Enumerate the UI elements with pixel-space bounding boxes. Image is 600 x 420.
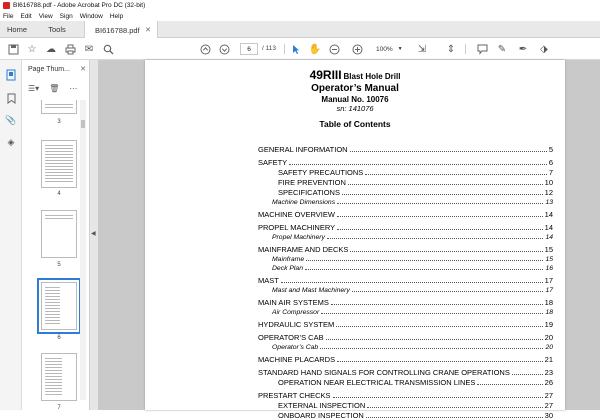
toc-entry-page: 20 bbox=[545, 344, 553, 351]
toc-leader-dots bbox=[348, 184, 543, 185]
toc-entry[interactable] bbox=[258, 275, 553, 285]
toc-entry-page: 20 bbox=[544, 333, 553, 342]
page-thumbnail[interactable] bbox=[41, 353, 77, 401]
toc-entry[interactable] bbox=[258, 319, 553, 329]
toc-entry-label: OPERATION NEAR ELECTRICAL TRANSMISSION LINES bbox=[278, 378, 476, 387]
model-description: Blast Hole Drill bbox=[343, 72, 401, 81]
toc-entry-page: 7 bbox=[548, 168, 553, 177]
toc-entry[interactable] bbox=[258, 157, 553, 167]
toc-entry-page: 15 bbox=[544, 245, 553, 254]
attachments-icon[interactable]: 📎 bbox=[5, 114, 17, 125]
toc-entry[interactable] bbox=[258, 332, 553, 342]
toc-entry-page: 18 bbox=[545, 309, 553, 316]
toc-title: Table of Contents bbox=[319, 119, 391, 129]
next-page-icon[interactable] bbox=[218, 43, 230, 55]
toc-leader-dots bbox=[352, 291, 544, 292]
model-number: 49RIII bbox=[309, 68, 342, 82]
toc-entry-label: OPERATOR’S CAB bbox=[258, 333, 324, 342]
page-thumbnail-selected[interactable] bbox=[41, 282, 77, 330]
page-thumbnail-number: 7 bbox=[57, 405, 61, 411]
toc-entry-label: STANDARD HAND SIGNALS FOR CONTROLLING CRANE OPERATIONS bbox=[258, 368, 510, 377]
tab-bar bbox=[0, 21, 600, 38]
previous-page-icon[interactable] bbox=[199, 43, 211, 55]
sign-icon[interactable]: ✒ bbox=[518, 43, 528, 55]
menu-sign[interactable]: Sign bbox=[59, 12, 73, 20]
toc-leader-dots bbox=[350, 151, 547, 152]
toc-entry-label: Machine Dimensions bbox=[272, 199, 336, 206]
layers-icon[interactable]: ◈ bbox=[7, 136, 15, 147]
toc-entry-page: 23 bbox=[544, 368, 553, 377]
page-thumbnail-number: 5 bbox=[57, 262, 61, 268]
toc-entry[interactable] bbox=[258, 144, 553, 154]
toc-entry[interactable] bbox=[258, 167, 553, 177]
toc-leader-dots bbox=[326, 339, 543, 340]
toc-entry-label: ONBOARD INSPECTION bbox=[278, 411, 364, 420]
toc-entry[interactable] bbox=[258, 244, 553, 254]
toolbar bbox=[0, 38, 600, 60]
email-icon[interactable]: ✉ bbox=[84, 43, 94, 55]
page-thumbnails-icon[interactable] bbox=[5, 69, 17, 81]
toc-entry[interactable] bbox=[258, 197, 553, 206]
toc-leader-dots bbox=[281, 282, 543, 283]
tab-tools[interactable]: Tools bbox=[48, 25, 66, 34]
toc-leader-dots bbox=[365, 174, 547, 175]
tab-document[interactable] bbox=[84, 21, 158, 39]
toc-entry[interactable] bbox=[258, 377, 553, 387]
page-total: / 113 bbox=[262, 45, 276, 52]
thumbnails-panel-title: Page Thum... bbox=[28, 65, 70, 73]
toc-leader-dots bbox=[337, 229, 543, 230]
page-thumbnail-number: 6 bbox=[57, 335, 61, 341]
toc-leader-dots bbox=[336, 326, 542, 327]
toc-entry[interactable] bbox=[258, 354, 553, 364]
toc-entry-page: 12 bbox=[544, 188, 553, 197]
bookmarks-icon[interactable] bbox=[5, 92, 17, 104]
toc-leader-dots bbox=[321, 313, 543, 314]
hand-tool-icon[interactable]: ✋ bbox=[308, 43, 322, 55]
toc-leader-dots bbox=[366, 417, 543, 418]
toc-entry-label: Mainframe bbox=[272, 256, 305, 263]
toc-leader-dots bbox=[289, 164, 547, 165]
toc-entry-page: 26 bbox=[544, 378, 553, 387]
toc-entry[interactable] bbox=[258, 342, 553, 351]
toc-entry-page: 18 bbox=[544, 298, 553, 307]
close-panel-icon[interactable]: ✕ bbox=[80, 66, 86, 73]
toc-leader-dots bbox=[337, 361, 543, 362]
toc-entry-page: 17 bbox=[544, 276, 553, 285]
delete-page-icon[interactable]: 🗑 bbox=[49, 83, 60, 93]
chevron-down-icon: ▼ bbox=[397, 46, 403, 52]
toc-leader-dots bbox=[305, 269, 543, 270]
toc-entry-label: SAFETY bbox=[258, 158, 288, 167]
toc-leader-dots bbox=[337, 216, 543, 217]
toc-leader-dots bbox=[350, 251, 542, 252]
toolbar-divider bbox=[465, 44, 466, 54]
toc-entry-label: Air Compressor bbox=[272, 309, 320, 316]
page-thumbnail-number: 4 bbox=[57, 191, 61, 197]
toc-entry-page: 16 bbox=[545, 265, 553, 272]
toc-entry-label: MAST bbox=[258, 276, 279, 285]
toc-entry-page: 27 bbox=[544, 391, 553, 400]
toc-entry-label: SPECIFICATIONS bbox=[278, 188, 340, 197]
panel-collapse-bar[interactable] bbox=[90, 60, 98, 410]
thumbnails-toolbar bbox=[22, 80, 90, 96]
toc-entry-page: 21 bbox=[544, 355, 553, 364]
toc-entry-label: Operator’s Cab bbox=[272, 344, 319, 351]
toc-entry[interactable] bbox=[258, 297, 553, 307]
zoom-in-icon[interactable] bbox=[351, 43, 363, 55]
pdf-page bbox=[145, 60, 565, 420]
toc-entry-label: Deck Plan bbox=[272, 265, 303, 272]
toc-entry-label: PRESTART CHECKS bbox=[258, 391, 331, 400]
tab-document-label: BI616788.pdf bbox=[95, 25, 140, 35]
toc-entry-label: GENERAL INFORMATION bbox=[258, 145, 348, 154]
toc-entry-page: 14 bbox=[545, 234, 553, 241]
toc-entry-label: MAINFRAME AND DECKS bbox=[258, 245, 349, 254]
menu-bar bbox=[0, 11, 600, 21]
toc-leader-dots bbox=[477, 384, 542, 385]
menu-edit[interactable]: Edit bbox=[20, 12, 32, 20]
toc-entry-page: 15 bbox=[545, 256, 553, 263]
page-thumbnail-number: 3 bbox=[57, 119, 61, 125]
toc-leader-dots bbox=[327, 238, 544, 239]
title-bar bbox=[0, 0, 600, 11]
toc-entry[interactable] bbox=[258, 390, 553, 400]
toc-entry[interactable] bbox=[258, 367, 553, 377]
window-title: BI616788.pdf - Adobe Acrobat Pro DC (32-bit) bbox=[13, 2, 146, 9]
menu-view[interactable]: View bbox=[38, 12, 53, 20]
toc-leader-dots bbox=[306, 260, 543, 261]
toc-entry[interactable] bbox=[258, 254, 553, 263]
toc-entry-label: MAIN AIR SYSTEMS bbox=[258, 298, 329, 307]
toc-entry[interactable] bbox=[258, 285, 553, 294]
tab-home[interactable]: Home bbox=[6, 25, 27, 34]
scroll-mode-icon[interactable]: ⇕ bbox=[446, 43, 456, 55]
scrollbar-thumb[interactable] bbox=[81, 120, 85, 128]
toc-entry[interactable] bbox=[258, 232, 553, 241]
toc-entry-page: 30 bbox=[544, 411, 553, 420]
thumbnails-scrollbar[interactable] bbox=[80, 100, 86, 400]
toc-entry-page: 14 bbox=[544, 223, 553, 232]
toc-entry[interactable] bbox=[258, 209, 553, 219]
page-number-input[interactable]: 6 bbox=[240, 43, 258, 55]
thumbnails-panel-header bbox=[22, 60, 90, 78]
search-icon[interactable] bbox=[102, 43, 114, 55]
toc-entry[interactable] bbox=[258, 263, 553, 272]
menu-file[interactable]: File bbox=[3, 12, 14, 20]
toc-leader-dots bbox=[342, 194, 543, 195]
toc-entry-label: MACHINE PLACARDS bbox=[258, 355, 336, 364]
more-options-icon[interactable]: ⋯ bbox=[69, 83, 78, 93]
toc-entry-page: 14 bbox=[544, 210, 553, 219]
toolbar-divider bbox=[284, 44, 285, 54]
serial-number: sn: 141076 bbox=[336, 104, 374, 113]
save-icon[interactable] bbox=[7, 43, 19, 55]
menu-window[interactable]: Window bbox=[79, 12, 103, 20]
toc-entry-label: Propel Machinery bbox=[272, 234, 325, 241]
toc-entry-label: FIRE PREVENTION bbox=[278, 178, 346, 187]
page-thumbnail[interactable] bbox=[41, 100, 77, 114]
zoom-level-value: 100% bbox=[376, 45, 393, 53]
page-thumbnail[interactable] bbox=[41, 140, 77, 188]
toc-leader-dots bbox=[320, 348, 543, 349]
bookmark-star-icon[interactable]: ☆ bbox=[27, 43, 37, 55]
toc-entry[interactable] bbox=[258, 410, 553, 420]
left-navigation-rail bbox=[0, 60, 22, 410]
close-tab-icon[interactable]: ✕ bbox=[145, 27, 151, 34]
page-thumbnails-panel bbox=[22, 60, 90, 410]
toc-leader-dots bbox=[331, 304, 543, 305]
select-cursor-icon[interactable] bbox=[290, 43, 302, 55]
thumbnail-options-icon[interactable]: ☰▾ bbox=[28, 83, 40, 93]
comment-icon[interactable] bbox=[476, 43, 488, 55]
toc-entry-page: 6 bbox=[548, 158, 553, 167]
document-model-title bbox=[145, 68, 565, 82]
toc-entry-label: EXTERNAL INSPECTION bbox=[278, 401, 366, 410]
toc-entry-page: 13 bbox=[545, 199, 553, 206]
toc-entry-page: 5 bbox=[548, 145, 553, 154]
toc-entry-page: 10 bbox=[544, 178, 553, 187]
toc-entry[interactable] bbox=[258, 222, 553, 232]
page-thumbnail[interactable] bbox=[41, 210, 77, 258]
toc-leader-dots bbox=[512, 374, 543, 375]
cloud-upload-icon[interactable]: ☁ bbox=[46, 43, 56, 55]
fit-page-icon[interactable]: ⇲ bbox=[417, 43, 427, 55]
toc-entry[interactable] bbox=[258, 400, 553, 410]
toc-entry[interactable] bbox=[258, 177, 553, 187]
toc-entry-label: HYDRAULIC SYSTEM bbox=[258, 320, 335, 329]
toc-entry-label: SAFETY PRECAUTIONS bbox=[278, 168, 364, 177]
table-of-contents bbox=[258, 144, 553, 420]
document-viewer[interactable] bbox=[98, 60, 600, 420]
toc-entry[interactable] bbox=[258, 307, 553, 316]
print-icon[interactable] bbox=[64, 43, 76, 55]
document-heading: Operator’s Manual bbox=[311, 83, 399, 94]
toc-leader-dots bbox=[337, 203, 543, 204]
toc-leader-dots bbox=[333, 397, 543, 398]
zoom-level-select[interactable] bbox=[372, 43, 402, 55]
toc-entry-label: Mast and Mast Machinery bbox=[272, 287, 350, 294]
toc-entry[interactable] bbox=[258, 187, 553, 197]
toc-entry-label: PROPEL MACHINERY bbox=[258, 223, 336, 232]
toc-entry-page: 17 bbox=[545, 287, 553, 294]
menu-help[interactable]: Help bbox=[109, 12, 124, 20]
toc-leader-dots bbox=[367, 407, 542, 408]
collapse-left-icon[interactable]: ◀ bbox=[91, 231, 96, 237]
toc-entry-page: 27 bbox=[544, 401, 553, 410]
toc-entry-page: 19 bbox=[544, 320, 553, 329]
acrobat-icon bbox=[3, 2, 10, 9]
zoom-out-icon[interactable] bbox=[328, 43, 340, 55]
fill-sign-icon[interactable]: ⬗ bbox=[540, 43, 548, 55]
manual-number: Manual No. 10076 bbox=[321, 95, 389, 104]
toc-entry-label: MACHINE OVERVIEW bbox=[258, 210, 335, 219]
highlight-pen-icon[interactable]: ✎ bbox=[497, 43, 507, 55]
